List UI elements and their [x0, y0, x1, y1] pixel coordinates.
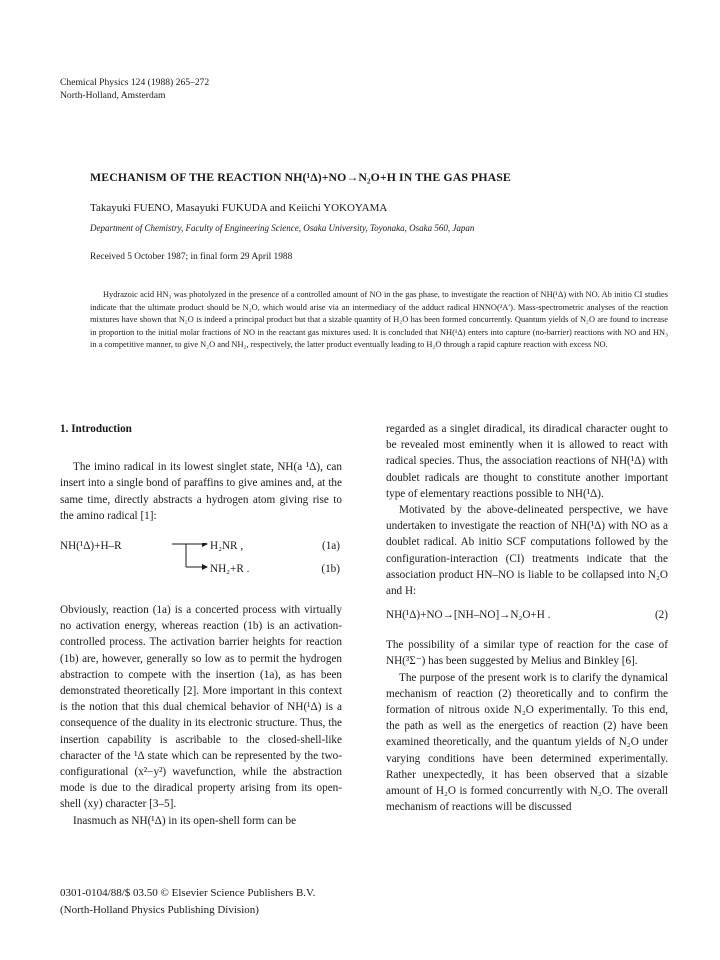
paragraph: Obviously, reaction (1a) is a concerted process with virtually no activation energy, whereas reaction (1b) is an activation-controlled process. The activation barrier heights for reaction (1b) are, however, generally so low as to permit the hydrogen abstraction to compete with the insertion (1a), as has been demonstrated theoretically [2]. More important in this context is the notion that this dual chemical behavior of NH(¹Δ) is a consequence of the duality in its electronic structure. Thus, the insertion capability is ascribable to the closed-shell-like character of the ¹Δ state which can be represented by the two-configurational (x²−y²) wavefunction, while the abstraction mode is due to the diradical property arising from its open-shell (xy) character [3–5].	[60, 604, 342, 811]
reaction-1-reactants: NH(¹Δ)+H–R	[60, 540, 122, 553]
publisher-division: (North-Holland Physics Publishing Division)	[60, 904, 259, 916]
paragraph: The purpose of the present work is to clarify the dynamical mechanism of reaction (2) theoretically and to confirm the formation of nitrous oxide N₂O experimentally. To this end, the path as well as the energetics of reaction (2) have been examined theoretically, and the quantum yields of N₂O under varying conditions have been determined experimentally. Rather unexpectedly, it has been observed that a sizable amount of H₂O is formed concurrently with N₂O. The overall mechanism of reactions will be discussed	[386, 671, 668, 814]
journal-header	[60, 76, 209, 102]
paragraph: The imino radical in its lowest singlet state, NH(a ¹Δ), can insert into a single bond of paraffins to give amines and, at the same time, directly abstracts a hydrogen atom giving rise to the amino radical [1]:	[60, 461, 342, 522]
equation-number-1b: (1b)	[321, 563, 340, 576]
abstract	[90, 289, 668, 352]
reaction-1a-product: H₂NR ,	[210, 540, 244, 553]
copyright-line: 0301-0104/88/$ 03.50 © Elsevier Science Publishers B.V.	[60, 887, 316, 899]
paper-title: MECHANISM OF THE REACTION NH(¹Δ)+NO→N₂O+H IN THE GAS PHASE	[90, 170, 511, 184]
reaction-1b-product: NH₂+R .	[210, 563, 250, 576]
section-heading: 1. Introduction	[60, 423, 132, 435]
paragraph: regarded as a singlet diradical, its diradical character ought to be revealed most eminently when it is allowed to react with radical species. Thus, the association reactions of NH(¹Δ) with doublet radicals are thought to constitute another important type of elementary reactions possible to NH(¹Δ).	[386, 423, 668, 500]
paragraph: The possibility of a similar type of reaction for the case of NH(³Σ⁻) has been suggested by Melius and Binkley [6].	[386, 639, 668, 668]
journal-citation: Chemical Physics 124 (1988) 265–272	[60, 77, 210, 88]
left-column	[60, 421, 342, 829]
equation-number-2: (2)	[654, 609, 668, 622]
branch-arrow-icon	[172, 543, 208, 583]
paragraph: Inasmuch as NH(¹Δ) in its open-shell form can be	[73, 814, 297, 827]
abstract-text: Hydrazoic acid HN₃ was photolyzed in the presence of a controlled amount of NO in the gas phase, to investigate the reaction of NH(¹Δ) with NO. Ab initio CI studies indicate that the ultimate product should be N₂O, which would arise via an intermediacy of the adduct radical HNNO(²A′). Mass-spectrometric analyses of the reaction mixtures have shown that N₂O is indeed a principal product but that a sizable quantity of H₂O has been formed concurrently. Quantum yields of N₂O are found to increase in proportion to the initial molar fractions of NO in the reactant gas mixtures used. It is concluded that NH(¹Δ) enters into capture (no-barrier) reactions with NO and HN₃ in a competitive manner, to give N₂O and NH₂, respectively, the latter product eventually leading to H₂O through a rapid capture reaction with excess NO.	[90, 290, 668, 349]
reaction-2	[386, 607, 668, 627]
copyright-footer	[60, 885, 315, 919]
paragraph: Motivated by the above-delineated perspective, we have undertaken to investigate the reaction of NH(¹Δ) with NO as a doublet radical. Ab initio SCF computations followed by the configuration-interaction (CI) treatments indicate that the association product HN–NO is liable to be collapsed into N₂O and H:	[386, 504, 668, 598]
reaction-2-equation: NH(¹Δ)+NO→[NH–NO]→N₂O+H .	[386, 609, 551, 622]
paper-affiliation: Department of Chemistry, Faculty of Engineering Science, Osaka University, Toyonaka, Osaka 560, Japan	[90, 223, 475, 233]
received-date: Received 5 October 1987; in final form 29 April 1988	[90, 252, 293, 262]
equation-number-1a: (1a)	[321, 540, 340, 553]
right-column	[386, 421, 668, 815]
reaction-1	[60, 536, 342, 592]
journal-publisher: North-Holland, Amsterdam	[60, 90, 166, 101]
paper-authors: Takayuki FUENO, Masayuki FUKUDA and Keiichi YOKOYAMA	[90, 202, 388, 214]
